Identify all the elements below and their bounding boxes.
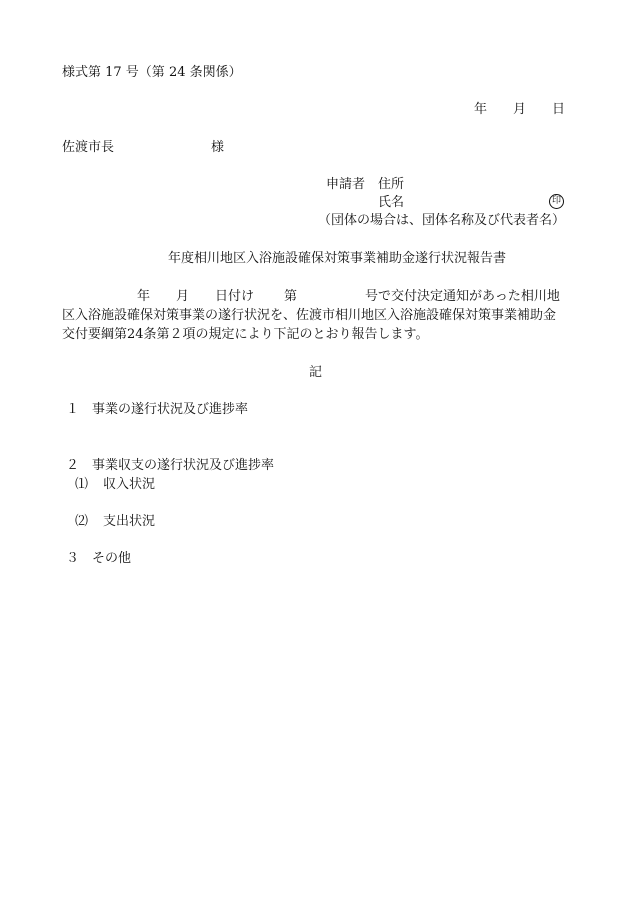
subsection-1-number: ⑴ bbox=[75, 477, 89, 492]
section-1-number: １ bbox=[66, 402, 80, 417]
date-day-label: 日 bbox=[552, 102, 566, 117]
body-line2: 区入浴施設確保対策事業の遂行状況を、佐渡市相川地区入浴施設確保対策事業補助金 bbox=[62, 308, 557, 323]
subsection-2-label: 支出状況 bbox=[103, 514, 156, 529]
addressee-honorific: 様 bbox=[211, 140, 225, 155]
applicant-label: 申請者 bbox=[326, 177, 366, 192]
addressee-name: 佐渡市長 bbox=[62, 140, 115, 155]
section-2-number: ２ bbox=[66, 458, 80, 473]
body-year-label: 年 bbox=[137, 289, 151, 304]
document-title: 年度相川地区入浴施設確保対策事業補助金遂行状況報告書 bbox=[168, 251, 507, 266]
body-dated-label: 日付け bbox=[215, 289, 255, 304]
name-label: 氏名 bbox=[378, 195, 405, 210]
date-year-label: 年 bbox=[474, 102, 488, 117]
body-month-label: 月 bbox=[176, 289, 190, 304]
section-2-label: 事業収支の遂行状況及び進捗率 bbox=[92, 458, 275, 473]
subsection-2-number: ⑵ bbox=[75, 514, 89, 529]
address-label: 住所 bbox=[378, 177, 405, 192]
group-note: （団体の場合は、団体名称及び代表者名） bbox=[318, 213, 566, 228]
seal-mark: 印 bbox=[549, 194, 564, 209]
subsection-1-label: 収入状況 bbox=[103, 477, 156, 492]
date-month-label: 月 bbox=[513, 102, 527, 117]
body-line1-rest: 号で交付決定通知があった相川地 bbox=[365, 289, 560, 304]
section-1-label: 事業の遂行状況及び進捗率 bbox=[92, 402, 249, 417]
section-3-label: その他 bbox=[92, 551, 132, 566]
ki-heading: 記 bbox=[309, 365, 323, 380]
body-dai-label: 第 bbox=[284, 289, 298, 304]
form-number: 様式第 17 号（第 24 条関係） bbox=[62, 65, 242, 80]
body-line3: 交付要綱第24条第２項の規定により下記のとおり報告します。 bbox=[62, 327, 429, 342]
section-3-number: ３ bbox=[66, 551, 80, 566]
